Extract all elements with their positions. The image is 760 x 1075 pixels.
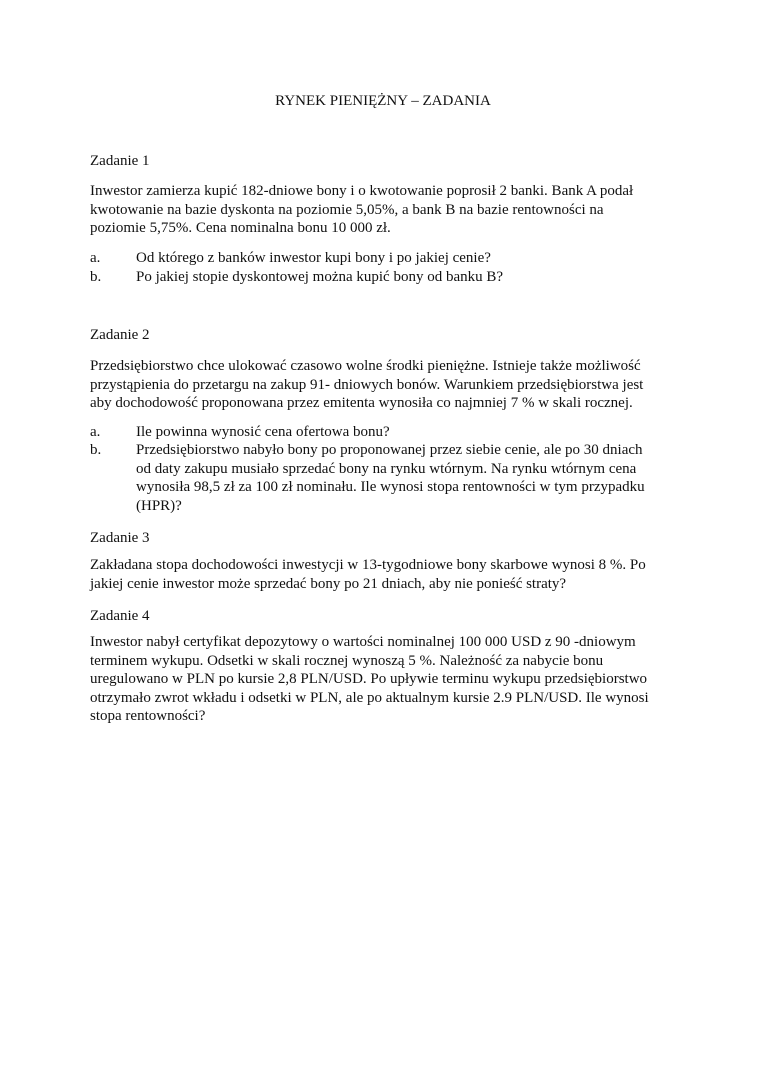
task-1-item-b (90, 268, 676, 287)
item-text: Od którego z banków inwestor kupi bony i po jakiej cenie? (136, 250, 491, 266)
text-line: terminem wykupu. Odsetki w skali rocznej wynoszą 5 %. Należność za nabycie bonu (90, 652, 604, 669)
task-2-heading: Zadanie 2 (90, 327, 150, 343)
item-text: Po jakiej stopie dyskontowej można kupić bony od banku B? (136, 269, 504, 285)
task-1-item-a (90, 249, 676, 268)
task-3-body (90, 556, 676, 593)
text-line: Inwestor nabył certyfikat depozytowy o wartości nominalnej 100 000 USD z 90 -dniowym (90, 634, 636, 650)
list-marker: a. (90, 424, 101, 440)
document-title: RYNEK PIENIĘŻNY – ZADANIA (275, 93, 491, 109)
item-text-line: wynosiła 98,5 zł za 100 zł nominału. Ile wynosi stopa rentowności w tym przypadku (136, 479, 645, 496)
task-2-item-b (90, 441, 676, 515)
task-2-item-a (90, 423, 676, 442)
text-line: Inwestor zamierza kupić 182-dniowe bony i o kwotowanie poprosił 2 banki. Bank A podał (90, 183, 634, 199)
text-line: otrzymało zwrot wkładu i odsetki w PLN, ale po aktualnym kursie 2.9 PLN/USD. Ile wynosi (90, 689, 649, 706)
text-line: Przedsiębiorstwo chce ulokować czasowo wolne środki pieniężne. Istnieje także możliwość (90, 358, 641, 374)
text-line: Zakładana stopa dochodowości inwestycji w 13-tygodniowe bony skarbowe wynosi 8 %. Po (90, 557, 646, 573)
text-line: aby dochodowość proponowana przez emitenta wynosiła co najmniej 7 % w skali rocznej. (90, 395, 633, 412)
text-line: uregulowano w PLN po kursie 2,8 PLN/USD. Po upływie terminu wykupu przedsiębiorstwo (90, 671, 648, 688)
text-line: przystąpienia do przetargu na zakup 91- dniowych bonów. Warunkiem przedsiębiorstwa jest (90, 376, 644, 393)
task-3-heading: Zadanie 3 (90, 530, 150, 546)
task-1-body (90, 182, 676, 238)
task-2-body (90, 357, 676, 413)
text-line: jakiej cenie inwestor może sprzedać bony po 21 dniach, aby nie ponieść straty? (90, 575, 567, 592)
item-text-line: Przedsiębiorstwo nabyło bony po proponowanej przez siebie cenie, ale po 30 dniach (136, 442, 643, 458)
item-text-line: (HPR)? (136, 497, 182, 514)
list-marker: a. (90, 250, 101, 266)
task-4-heading: Zadanie 4 (90, 608, 150, 624)
text-line: kwotowanie na bazie dyskonta na poziomie 5,05%, a bank B na bazie rentowności na (90, 201, 604, 218)
item-text: Ile powinna wynosić cena ofertowa bonu? (136, 424, 390, 440)
task-4-body (90, 633, 676, 726)
task-1-heading: Zadanie 1 (90, 153, 150, 169)
text-line: poziomie 5,75%. Cena nominalna bonu 10 000 zł. (90, 220, 391, 237)
list-marker: b. (90, 269, 102, 285)
item-text-line: od daty zakupu musiało sprzedać bony na rynku wtórnym. Na rynku wtórnym cena (136, 460, 637, 477)
text-line: stopa rentowności? (90, 708, 206, 725)
list-marker: b. (90, 442, 102, 458)
